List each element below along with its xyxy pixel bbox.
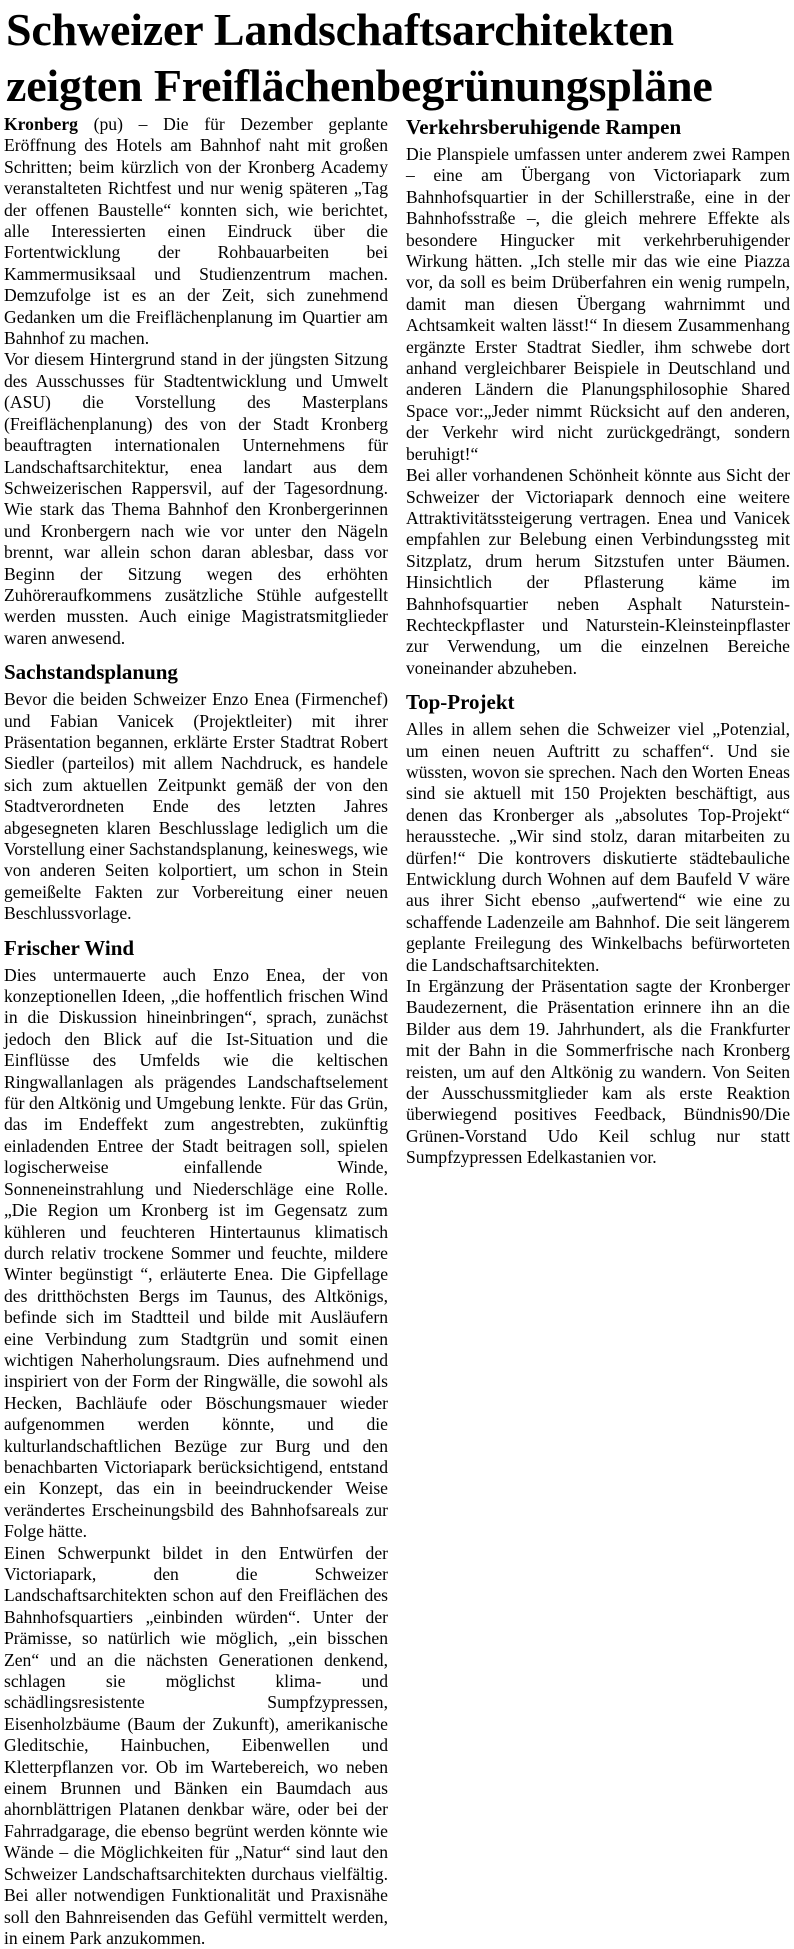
subheading-top-projekt: Top-Projekt (406, 690, 515, 715)
dateline: Kronberg (4, 114, 78, 134)
lead-text: (pu) – Die für Dezember geplante Eröffnung des Hotels am Bahnhof naht mit großen Schritten; beim kürzlich von der Kronberg Academy veranstalteten Richtfest und nur wenig späteren „Tag der offenen Baustelle“ konnten sich, wie berichtet, alle Interessierten einen Eindruck über die Fortentwicklung der Rohbauarbeiten bei Kammermusiksaal und Studienzentrum machen. Demzufolge ist es an der Zeit, sich zunehmend Gedanken um die Freiflächenplanung im Quartier am Bahnhof zu machen. (4, 114, 388, 349)
subheading-sachstandsplanung: Sachstandsplanung (4, 660, 178, 685)
subheading-frischer-wind: Frischer Wind (4, 935, 135, 960)
paragraph: Alles in allem sehen die Schweizer viel „Potenzial, um einen neuen Auftritt zu schaffen“. Und sie wüssten, wovon sie sprechen. Nach den Worten Eneas sind sie aktuell mit 150 Projekten beschäftigt, aus denen das Kronberger als „absolutes Top-Projekt“ heraussteche. „Wir sind stolz, daran mitarbeiten zu dürfen!“ Die kontrovers diskutierte städtebauliche Entwicklung durch Wohnen auf dem Baufeld V wäre aus ihrer Sicht ebenso „aufwertend“ wie eine zu schaffende Ladenzeile am Bahnhof. Die seit längerem geplante Freilegung des Winkelbachs befürworteten die Landschaftsarchitekten. (406, 719, 790, 975)
paragraph: Bei aller vorhandenen Schönheit könnte aus Sicht der Schweizer der Victoriapark dennoch eine weitere Attraktivitätssteigerung vertragen. Enea und Vanicek empfahlen zur Belebung einen Verbindungssteg mit Sitzplatz, drum herum Sitzstufen unter Bäumen. Hinsichtlich der Pflasterung käme im Bahnhofsquartier neben Asphalt Naturstein-Rechteckpflaster und Naturstein-Kleinsteinpflaster zur Verwendung, um die einzelnen Bereiche voneinander abzuheben. (406, 465, 790, 678)
column-right (406, 114, 790, 1169)
paragraph: Bevor die beiden Schweizer Enzo Enea (Firmenchef) und Fabian Vanicek (Projektleiter) mit ihrer Präsentation begannen, erklärte Erster Stadtrat Robert Siedler (parteilos) mit allem Nachdruck, es handele sich zum aktuellen Zeitpunkt gemäß der von den Stadtverordneten Ende des letzten Jahres abgesegneten klaren Beschlusslage lediglich um die Vorstellung einer Sachstandsplanung, keineswegs, wie von anderen Seiten kolportiert, um schon in Stein gemeißelte Fakten zur Vorbereitung einer neuen Beschlussvorlage. (4, 689, 388, 924)
subheading-rampen: Verkehrsberuhigende Rampen (406, 115, 682, 139)
paragraph: In Ergänzung der Präsentation sagte der Kronberger Baudezernent, die Präsentation erinnere ihn an die Bilder aus dem 19. Jahrhundert, als die Frankfurter mit der Bahn in die Sommerfrische nach Kronberg reisten, um auf den Altkönig zu wandern. Von Seiten der Ausschussmitglieder kam als erste Reaktion überwiegend positives Feedback, Bündnis90/Die Grünen-Vorstand Udo Keil schlug nur statt Sumpfzypressen Edelkastanien vor. (406, 976, 790, 1168)
paragraph: Vor diesem Hintergrund stand in der jüngsten Sitzung des Ausschusses für Stadtentwicklung und Umwelt (ASU) die Vorstellung des Masterplans (Freiflächenplanung) des von der Stadt Kronberg beauftragten internationalen Unternehmens für Landschaftsarchitektur, enea landart aus dem Schweizerischen Rappersvil, auf der Tagesordnung. Wie stark das Thema Bahnhof den Kronbergerinnen und Kronbergern nach wie vor unter den Nägeln brennt, war allein schon daran ablesbar, dass vor Beginn der Sitzung wegen des erhöhten Zuhöreraufkommens zusätzliche Stühle aufgestellt werden mussten. Auch einige Magistratsmitglieder waren anwesend. (4, 349, 388, 648)
paragraph: Einen Schwerpunkt bildet in den Entwürfen der Victoriapark, den die Schweizer Landschaftsarchitekten schon auf den Freiflächen des Bahnhofsquartiers „einbinden würden“. Unter der Prämisse, so natürlich wie möglich, „ein bisschen Zen“ und an die nächsten Generationen denkend, schlagen sie möglichst klima- und schädlingsresistente Sumpfzypressen, Eisenholzbäume (Baum der Zukunft), amerikanische Gleditschie, Hainbuchen, Eibenwellen und Kletterpflanzen vor. Ob im Wartebereich, wo neben einem Brunnen und Bänken ein Baumdach aus ahornblättrigen Platanen denkbar wäre, oder bei der Fahrradgarage, die ebenso begrünt werden könnte wie Wände – die Möglichkeiten für „Natur“ sind laut den Schweizer Landschaftsarchitekten durchaus vielfältig. Bei aller notwendigen Funktionalität und Praxisnähe soll den Bahnreisenden das Gefühl vermittelt werden, in einem Park anzukommen. (4, 1542, 388, 1948)
paragraph: Dies untermauerte auch Enzo Enea, der von konzeptionellen Ideen, „die hoffentlich frischen Wind in die Diskussion hineinbringen“, sprach, zunächst jedoch den Blick auf die Ist-Situation und die Einflüsse des Umfelds wie die keltischen Ringwallanlagen als prägendes Landschaftselement für den Altkönig und Umgebung lenkte. Für das Grün, das im Endeffekt zum angestrebten, zukünftig einladenden Entree der Stadt beitragen soll, spielen logischerweise einfallende Winde, Sonneneinstrahlung und Niederschläge eine Rolle. „Die Region um Kronberg ist im Gegensatz zum kühleren und feuchteren Hintertaunus klimatisch durch relativ trockene Sommer und feuchte, mildere Winter begünstigt “, erläuterte Enea. Die Gipfellage des dritthöchsten Bergs im Taunus, des Altkönigs, befinde sich im Stadtteil und bilde mit Ausläufern eine Verbindung zum Stadtgrün und somit einen wichtigen Naherholungsraum. Dies aufnehmend und inspiriert von der Form der Ringwälle, die sowohl als Hecken, Bachläufe oder Böschungsmauer wieder aufgenommen werden könnte, und die kulturlandschaftlichen Bezüge zur Burg und den benachbarten Victoriapark berücksichtigend, entstand ein Konzept, das ein in beeindruckender Weise verändertes Erscheinungsbild des Bahnhofsareals zur Folge hätte. (4, 964, 388, 1542)
column-left (4, 114, 388, 1949)
paragraph: Die Planspiele umfassen unter anderem zwei Rampen – eine am Übergang von Victoriapark zum Bahnhofsquartier in der Schillerstraße, eine in der Bahnhofsstraße –, die gleich mehrere Effekte als besondere Hingucker mit verkehrberuhigender Wirkung hätten. „Ich stelle mir das wie eine Piazza vor, da soll es beim Drüberfahren ein wenig rumpeln, damit man diesen Übergang wahrnimmt und Achtsamkeit walten lässt!“ In diesem Zusammenhang ergänzte Erster Stadtrat Siedler, ihm schwebe dort anhand vergleichbarer Beispiele in Deutschland und anderen Ländern die Planungsphilosophie Shared Space vor:„Jeder nimmt Rücksicht auf den anderen, der Verkehr wird nicht zurückgedrängt, sondern beruhigt!“ (406, 144, 790, 464)
headline: Schweizer Landschaftsarchitekten zeigten Freiflächenbegrünungspläne (6, 4, 713, 111)
lead-paragraph (4, 114, 388, 349)
